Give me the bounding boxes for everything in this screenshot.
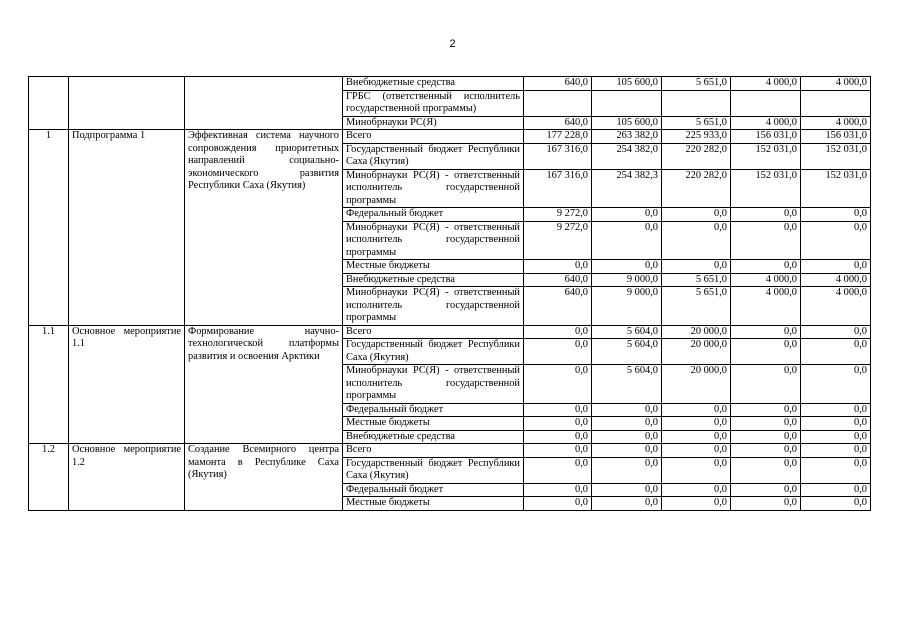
- funding-source-cell: Внебюджетные средства: [343, 430, 524, 444]
- funding-source-cell: Внебюджетные средства: [343, 77, 524, 91]
- amount-cell: 4 000,0: [801, 77, 871, 91]
- row-code-cell: [29, 77, 69, 130]
- amount-cell: 0,0: [524, 483, 592, 497]
- row-label-cell: Основное мероприятие 1.1: [69, 325, 185, 444]
- amount-cell: 0,0: [731, 444, 801, 458]
- amount-cell: 4 000,0: [731, 273, 801, 287]
- amount-cell: 0,0: [592, 430, 662, 444]
- funding-source-cell: Государственный бюджет Республики Саха (Якутия): [343, 339, 524, 365]
- amount-cell: 0,0: [662, 403, 731, 417]
- amount-cell: 0,0: [662, 208, 731, 222]
- amount-cell: 4 000,0: [731, 116, 801, 130]
- amount-cell: 0,0: [592, 208, 662, 222]
- amount-cell: 0,0: [662, 444, 731, 458]
- amount-cell: 0,0: [662, 457, 731, 483]
- amount-cell: 167 316,0: [524, 143, 592, 169]
- amount-cell: 5 604,0: [592, 339, 662, 365]
- row-code-cell: 1.1: [29, 325, 69, 444]
- amount-cell: 152 031,0: [731, 143, 801, 169]
- program-name-cell: Создание Всемирного центра мамонта в Республике Саха (Якутия): [185, 444, 343, 511]
- table-row: [29, 444, 871, 458]
- amount-cell: 640,0: [524, 116, 592, 130]
- amount-cell: 20 000,0: [662, 339, 731, 365]
- funding-source-cell: Федеральный бюджет: [343, 403, 524, 417]
- amount-cell: 0,0: [731, 403, 801, 417]
- amount-cell: 0,0: [592, 221, 662, 260]
- amount-cell: [731, 90, 801, 116]
- amount-cell: 0,0: [801, 430, 871, 444]
- amount-cell: 0,0: [592, 483, 662, 497]
- amount-cell: 0,0: [524, 430, 592, 444]
- amount-cell: 0,0: [662, 430, 731, 444]
- amount-cell: 0,0: [801, 403, 871, 417]
- amount-cell: 9 000,0: [592, 273, 662, 287]
- amount-cell: 0,0: [524, 365, 592, 404]
- amount-cell: 0,0: [731, 430, 801, 444]
- funding-source-cell: Федеральный бюджет: [343, 208, 524, 222]
- amount-cell: 0,0: [731, 483, 801, 497]
- amount-cell: 9 272,0: [524, 221, 592, 260]
- row-code-cell: 1: [29, 130, 69, 326]
- amount-cell: 0,0: [731, 417, 801, 431]
- amount-cell: 0,0: [731, 497, 801, 511]
- amount-cell: 0,0: [524, 260, 592, 274]
- program-name-cell: Эффективная система научного сопровождения приоритетных направлений социально-экономического развития Республики Саха (Якутия): [185, 130, 343, 326]
- amount-cell: 5 651,0: [662, 116, 731, 130]
- funding-source-cell: Государственный бюджет Республики Саха (Якутия): [343, 143, 524, 169]
- funding-source-cell: Государственный бюджет Республики Саха (Якутия): [343, 457, 524, 483]
- amount-cell: 254 382,0: [592, 143, 662, 169]
- funding-source-cell: Местные бюджеты: [343, 417, 524, 431]
- amount-cell: 220 282,0: [662, 169, 731, 208]
- amount-cell: 0,0: [592, 403, 662, 417]
- amount-cell: 0,0: [801, 325, 871, 339]
- amount-cell: 640,0: [524, 287, 592, 326]
- amount-cell: 0,0: [731, 365, 801, 404]
- amount-cell: 220 282,0: [662, 143, 731, 169]
- amount-cell: 0,0: [731, 325, 801, 339]
- program-name-cell: Формирование научно-технологической платформы развития и освоения Арктики: [185, 325, 343, 444]
- amount-cell: 20 000,0: [662, 365, 731, 404]
- funding-source-cell: Федеральный бюджет: [343, 483, 524, 497]
- amount-cell: 105 600,0: [592, 77, 662, 91]
- funding-source-cell: Местные бюджеты: [343, 497, 524, 511]
- amount-cell: 167 316,0: [524, 169, 592, 208]
- amount-cell: 4 000,0: [801, 273, 871, 287]
- amount-cell: 0,0: [731, 339, 801, 365]
- funding-source-cell: Минобрнауки РС(Я) - ответственный исполнитель государственной программы: [343, 169, 524, 208]
- amount-cell: 177 228,0: [524, 130, 592, 144]
- amount-cell: 5 651,0: [662, 77, 731, 91]
- amount-cell: 254 382,3: [592, 169, 662, 208]
- amount-cell: 9 000,0: [592, 287, 662, 326]
- amount-cell: [592, 90, 662, 116]
- amount-cell: 0,0: [524, 339, 592, 365]
- amount-cell: 0,0: [524, 457, 592, 483]
- funding-source-cell: Всего: [343, 444, 524, 458]
- amount-cell: 0,0: [662, 497, 731, 511]
- amount-cell: 0,0: [524, 417, 592, 431]
- funding-source-cell: Всего: [343, 325, 524, 339]
- amount-cell: 152 031,0: [801, 169, 871, 208]
- amount-cell: 0,0: [592, 444, 662, 458]
- amount-cell: 0,0: [592, 457, 662, 483]
- row-label-cell: Основное мероприятие 1.2: [69, 444, 185, 511]
- amount-cell: 0,0: [801, 365, 871, 404]
- amount-cell: 5 604,0: [592, 365, 662, 404]
- amount-cell: 4 000,0: [731, 287, 801, 326]
- amount-cell: 9 272,0: [524, 208, 592, 222]
- amount-cell: 0,0: [592, 260, 662, 274]
- program-name-cell: [185, 77, 343, 130]
- amount-cell: [801, 90, 871, 116]
- page-number: 2: [449, 38, 456, 50]
- table-row: [29, 77, 871, 91]
- amount-cell: 156 031,0: [801, 130, 871, 144]
- amount-cell: 0,0: [801, 260, 871, 274]
- amount-cell: 225 933,0: [662, 130, 731, 144]
- amount-cell: 0,0: [662, 260, 731, 274]
- amount-cell: 0,0: [662, 483, 731, 497]
- table-row: [29, 130, 871, 144]
- amount-cell: 0,0: [524, 403, 592, 417]
- funding-table-body: [29, 77, 871, 511]
- amount-cell: 4 000,0: [731, 77, 801, 91]
- amount-cell: 152 031,0: [731, 169, 801, 208]
- amount-cell: 0,0: [524, 444, 592, 458]
- funding-source-cell: Всего: [343, 130, 524, 144]
- amount-cell: [662, 90, 731, 116]
- funding-source-cell: Минобрнауки РС(Я) - ответственный исполнитель государственной программы: [343, 221, 524, 260]
- amount-cell: 263 382,0: [592, 130, 662, 144]
- amount-cell: 0,0: [801, 457, 871, 483]
- amount-cell: 4 000,0: [801, 116, 871, 130]
- amount-cell: 640,0: [524, 77, 592, 91]
- funding-source-cell: ГРБС (ответственный исполнитель государственной программы): [343, 90, 524, 116]
- amount-cell: 0,0: [524, 497, 592, 511]
- amount-cell: 0,0: [801, 483, 871, 497]
- amount-cell: 0,0: [731, 221, 801, 260]
- amount-cell: 0,0: [662, 417, 731, 431]
- amount-cell: 4 000,0: [801, 287, 871, 326]
- amount-cell: 0,0: [731, 260, 801, 274]
- row-label-cell: Подпрограмма 1: [69, 130, 185, 326]
- funding-source-cell: Минобрнауки РС(Я) - ответственный исполнитель государственной программы: [343, 287, 524, 326]
- amount-cell: 152 031,0: [801, 143, 871, 169]
- amount-cell: 0,0: [731, 208, 801, 222]
- funding-source-cell: Внебюджетные средства: [343, 273, 524, 287]
- amount-cell: 0,0: [801, 221, 871, 260]
- funding-source-cell: Местные бюджеты: [343, 260, 524, 274]
- amount-cell: 5 604,0: [592, 325, 662, 339]
- row-label-cell: [69, 77, 185, 130]
- amount-cell: 0,0: [662, 221, 731, 260]
- amount-cell: 0,0: [592, 417, 662, 431]
- amount-cell: 640,0: [524, 273, 592, 287]
- amount-cell: 0,0: [801, 339, 871, 365]
- amount-cell: 0,0: [801, 417, 871, 431]
- funding-source-cell: Минобрнауки РС(Я): [343, 116, 524, 130]
- amount-cell: 0,0: [592, 497, 662, 511]
- amount-cell: 105 600,0: [592, 116, 662, 130]
- amount-cell: 0,0: [731, 457, 801, 483]
- amount-cell: 0,0: [801, 208, 871, 222]
- funding-table: [28, 76, 871, 511]
- amount-cell: 0,0: [524, 325, 592, 339]
- amount-cell: 5 651,0: [662, 287, 731, 326]
- row-code-cell: 1.2: [29, 444, 69, 511]
- amount-cell: 5 651,0: [662, 273, 731, 287]
- amount-cell: 156 031,0: [731, 130, 801, 144]
- amount-cell: 0,0: [801, 497, 871, 511]
- amount-cell: 20 000,0: [662, 325, 731, 339]
- funding-source-cell: Минобрнауки РС(Я) - ответственный исполнитель государственной программы: [343, 365, 524, 404]
- amount-cell: [524, 90, 592, 116]
- amount-cell: 0,0: [801, 444, 871, 458]
- table-row: [29, 325, 871, 339]
